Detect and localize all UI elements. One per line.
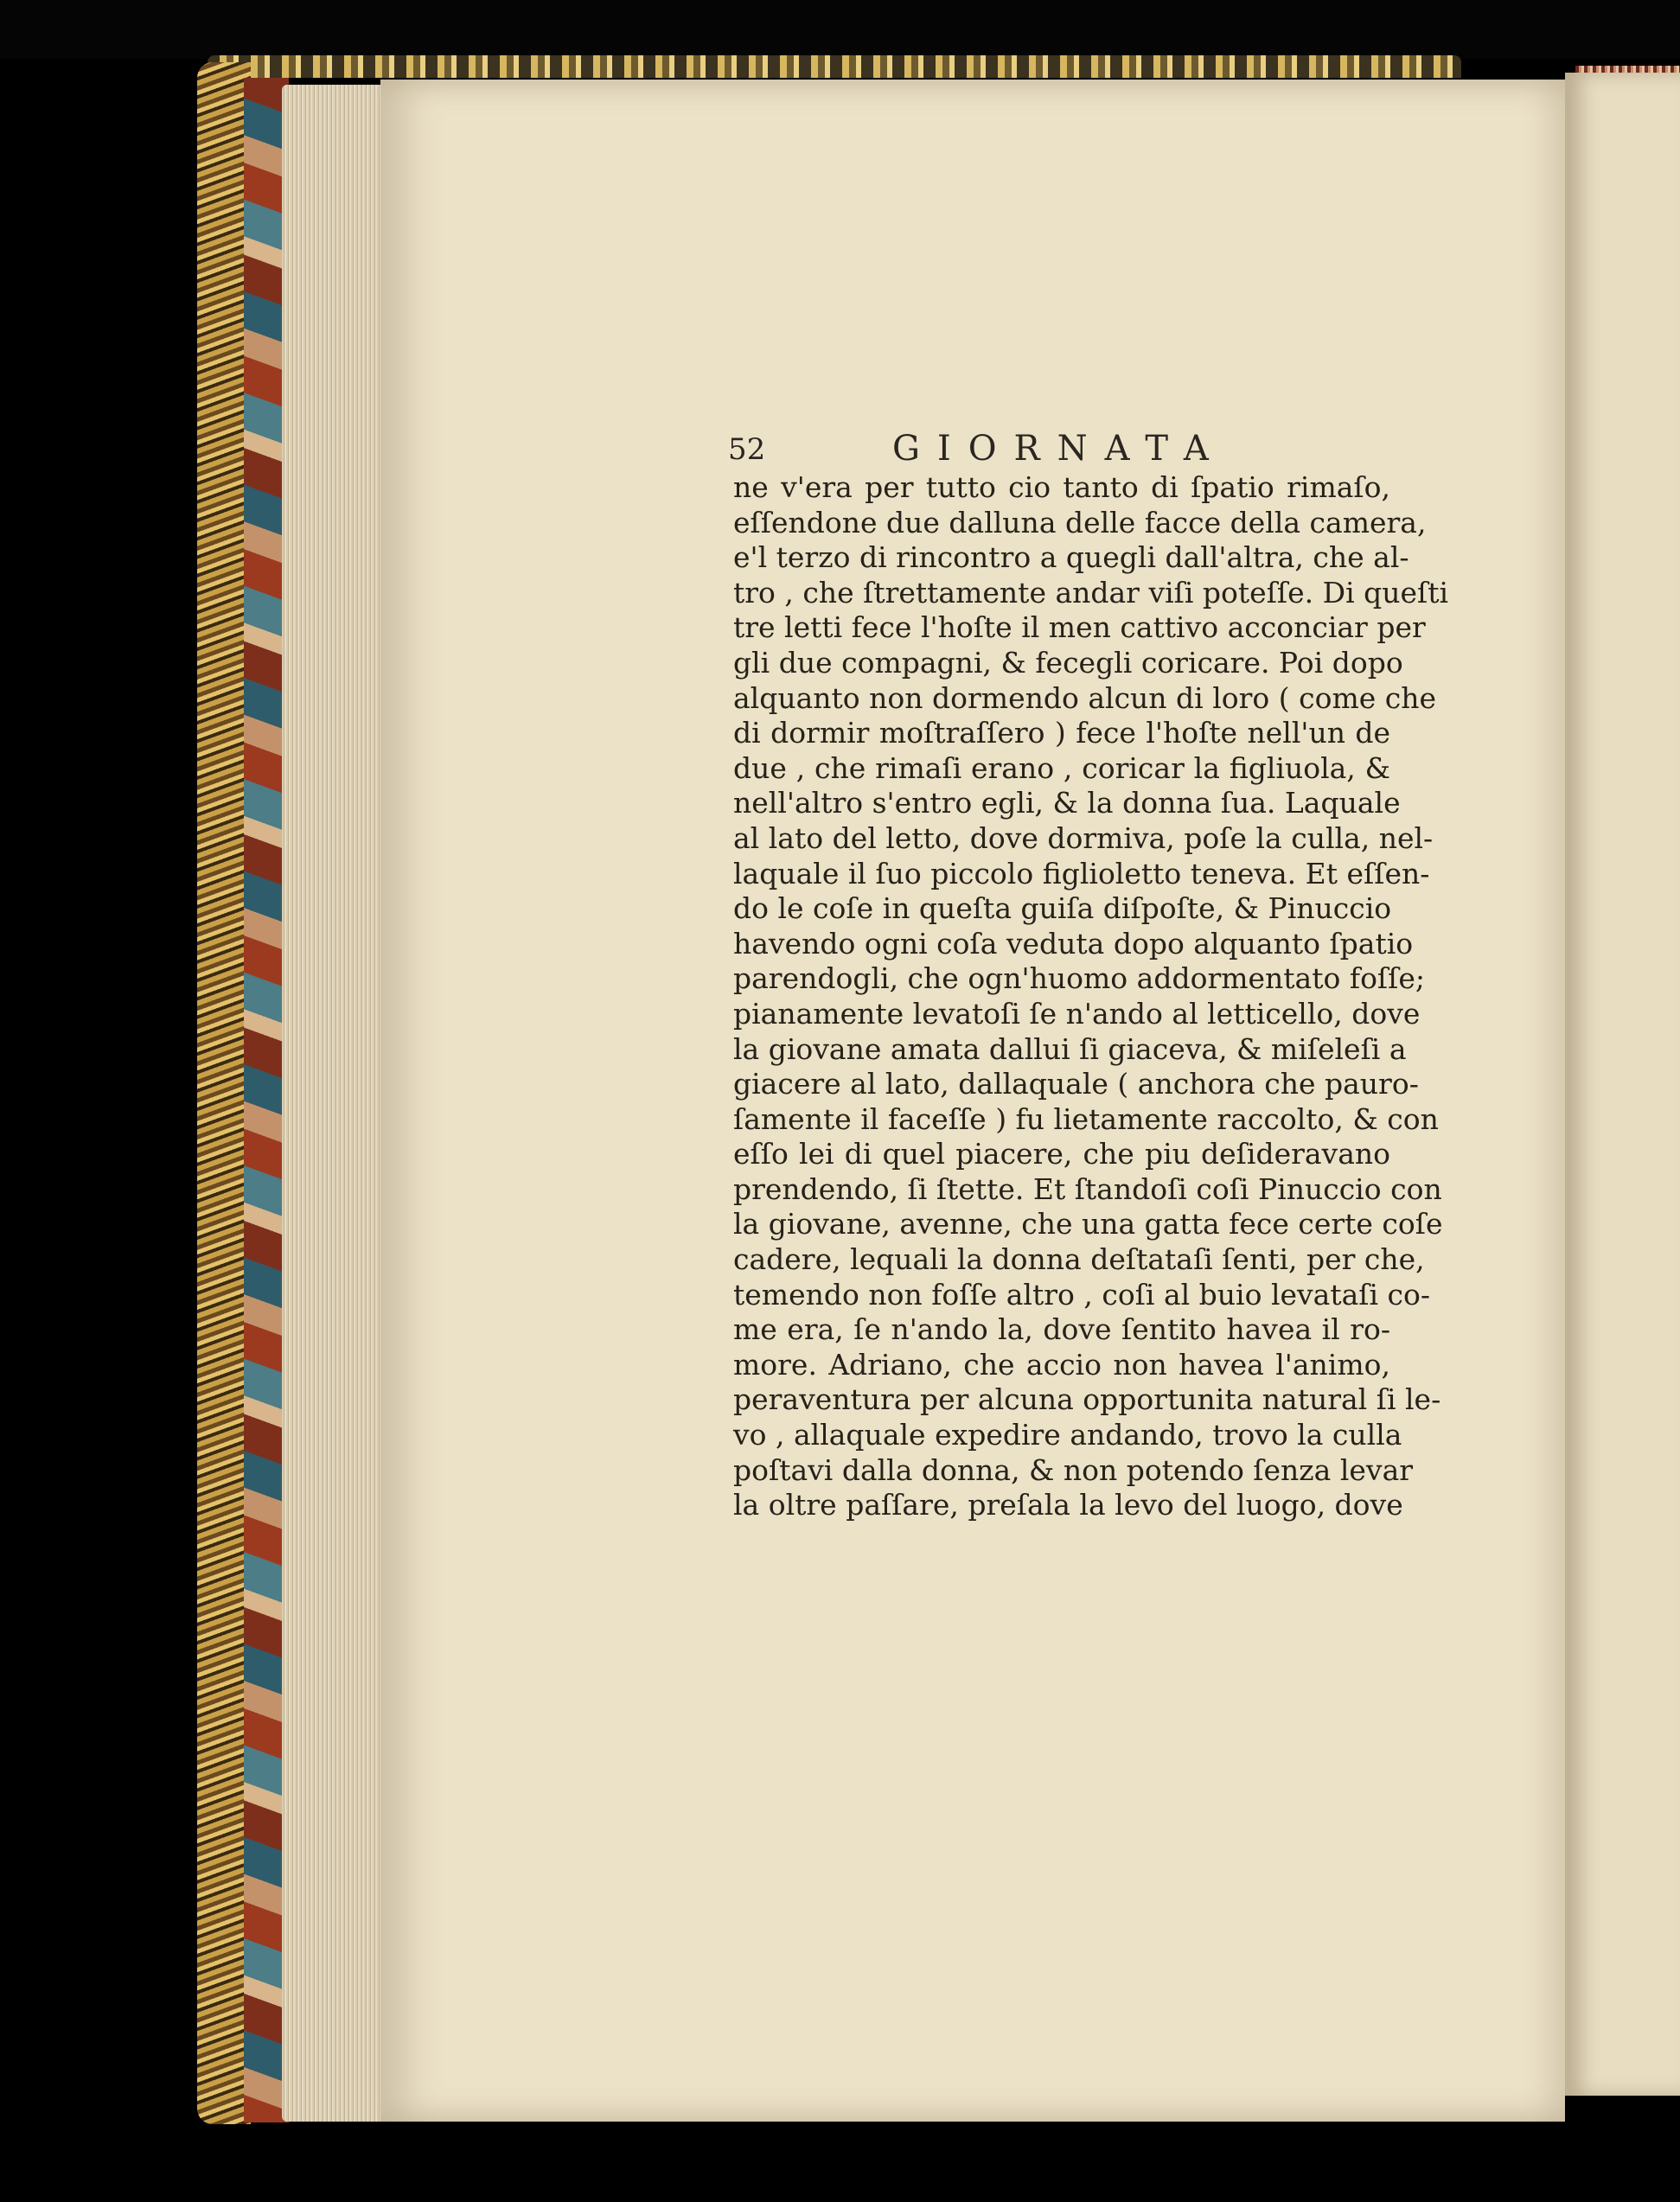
- text-line: more. Adriano, che accio non havea l'animo,: [733, 1347, 1390, 1382]
- text-line: la oltre paſſare, preſala la levo del luogo, dove: [733, 1488, 1403, 1522]
- text-line: tro , che ſtrettamente andar viſi poteſſe. Di queſti: [733, 575, 1449, 610]
- text-line: pianamente levatoſi ſe n'ando al letticello, dove: [733, 996, 1421, 1031]
- text-line: giacere al lato, dallaquale ( anchora che pauro-: [733, 1067, 1419, 1101]
- text-line: e'l terzo di rincontro a quegli dall'altra, che al-: [733, 540, 1409, 575]
- text-line: due , che rimaſi erano , coricar la figliuola, &: [733, 750, 1390, 785]
- text-line: poſtavi dalla donna, & non potendo ſenza levar: [733, 1452, 1414, 1487]
- text-line: prendendo, ſi ſtette. Et ſtandoſi coſi Pinuccio con: [733, 1171, 1442, 1206]
- text-line: laquale il ſuo piccolo figlioletto teneva. Et eſſen-: [733, 856, 1430, 890]
- page-header: [728, 429, 1411, 474]
- page-block-edges: [282, 85, 386, 2122]
- gilt-cover-edge: [197, 62, 251, 2124]
- text-line: ſamente il faceſſe ) fu lietamente raccolto, & con: [733, 1101, 1439, 1136]
- text-line: al lato del letto, dove dormiva, poſe la culla, nel-: [733, 820, 1434, 855]
- text-line: cadere, lequali la donna deſtataſi ſenti, per che,: [733, 1242, 1425, 1277]
- text-line: havendo ogni coſa veduta dopo alquanto ſpatio: [733, 926, 1414, 961]
- text-line: la giovane, avenne, che una gatta fece certe coſe: [733, 1207, 1443, 1241]
- running-title: GIORNATA: [892, 429, 1226, 469]
- text-line: vo , allaquale expedire andando, trovo la culla: [733, 1418, 1402, 1452]
- text-line: tre letti fece l'hoſte il men cattivo acconciar per: [733, 610, 1426, 645]
- text-line: me era, ſe n'ando la, dove ſentito havea il ro-: [733, 1312, 1390, 1347]
- text-line: la giovane amata dallui ſi giaceva, & miſeleſi a: [733, 1031, 1407, 1066]
- body-text: [733, 470, 1449, 1523]
- text-line: eſſendone due dalluna delle facce della camera,: [733, 505, 1427, 539]
- text-line: temendo non foſſe altro , coſi al buio levataſi co-: [733, 1277, 1431, 1312]
- gilt-top-border: [208, 55, 1461, 78]
- text-line: ne v'era per tutto cio tanto di ſpatio rimaſo,: [733, 470, 1390, 504]
- text-line: di dormir moſtraſſero ) fece l'hoſte nell'un de: [733, 716, 1390, 750]
- text-line: peraventura per alcuna opportunita natural ſi le-: [733, 1382, 1441, 1417]
- text-line: do le coſe in queſta guiſa diſpoſte, & Pinuccio: [733, 891, 1392, 926]
- text-line: nell'altro s'entro egli, & la donna ſua. Laquale: [733, 786, 1401, 820]
- text-line: parendogli, che ogn'huomo addormentato foſſe;: [733, 961, 1426, 996]
- top-background: [0, 0, 1680, 59]
- facing-page: [1565, 73, 1680, 2096]
- text-line: alquanto non dormendo alcun di loro ( come che: [733, 680, 1437, 715]
- page-number: 52: [728, 432, 766, 467]
- text-line: gli due compagni, & fecegli coricare. Poi dopo: [733, 645, 1403, 680]
- text-line: eſſo lei di quel piacere, che piu deſideravano: [733, 1137, 1390, 1171]
